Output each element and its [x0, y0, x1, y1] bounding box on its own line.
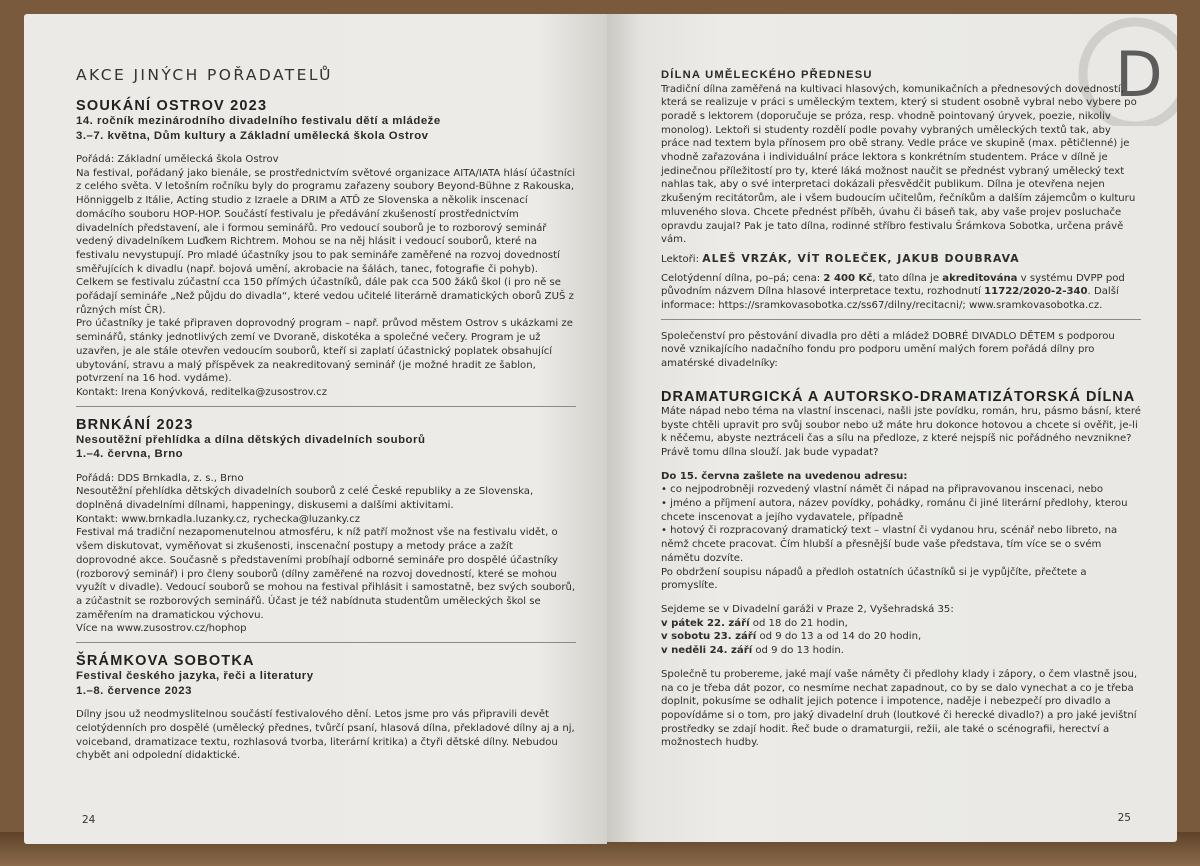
dramaturgicka-deadline: Do 15. června zašlete na uvedenou adresu:: [661, 470, 908, 482]
ostrov-subtitle-2: 3.–7. května, Dům kultury a Základní umělecká škola Ostrov: [76, 129, 429, 142]
schedule-day-2: v sobotu 23. září od 9 do 13 a od 14 do 20 hodin,: [661, 631, 922, 643]
sramkova-article: [76, 653, 576, 763]
brnkani-contact: Kontakt: www.brnkadla.luzanky.cz, rychecka@luzanky.cz: [76, 513, 361, 525]
sramkova-body: Dílny jsou už neodmyslitelnou součástí festivalového dění. Letos jsme pro vás připravili devět celotýdenních pro dospělé (umělecký přednes, tvůrčí psaní, hlasová dílna, překladové dílny aj a nj, voiceband, dramatizace textu, rozhlasová tvorba, literární kritika) a čtyři dětské dílny. Nebudou chybět ani odpolední didaktické.: [76, 709, 575, 762]
brnkani-more: Více na www.zusostrov.cz/hophop: [76, 623, 247, 635]
dramaturgicka-venue: Sejdeme se v Divadelní garáži v Praze 2, Vyšehradská 35:: [661, 604, 954, 615]
sramkova-title: ŠRÁMKOVA SOBOTKA: [76, 653, 255, 670]
brnkani-description: Nesoutěžní přehlídka dětských divadelních souborů z celé České republiky a ze Slovenska, doplněná divadelními dílnami, happeningy, diskusemi a dalšími aktivitami.: [76, 486, 534, 512]
dramaturgicka-after: Po obdržení soupisu nápadů a předloh ostatních účastníků si je vypůjčíte, přečtete a promyslíte.: [661, 566, 1087, 592]
divider: [661, 319, 1141, 320]
list-item: • jméno a příjmení autora, název povídky, pohádky, románu či jiné literární předlohy, kterou chcete inscenovat a jejího vydavatele, případně: [661, 498, 1128, 523]
ostrov-contact: Kontakt: Irena Konývková, reditelka@zusostrov.cz: [76, 386, 327, 398]
left-page: [24, 14, 607, 844]
ostrov-body: Na festival, pořádaný jako bienále, se prostřednictvím světové organizace AITA/IATA hlásí účastníci z celého světa. V letošním ročníku byly do programu zařazeny soubory Beyond-Bühne z Rakouska, Hönniggelb z Itálie, Acting studio z Izraele a DRIM a ATĎ ze Slovenska a několik inscenací domácího souboru HOP-HOP. Součástí festivalu je předávání zkušeností prostřednictvím divadelních představení, ale i formou seminářů. Pro vedoucí souborů je to rozborový seminář vedený divadelníkem Luďkem Richtrem. Mohou se na něj hlásit i vedoucí souborů, které na festivalu nevystupují. Pro mladé účastníky jsou to pak semináře zaměřené na rozvoj dovedností směřujících k divadlu (např. bojová umění, akrobacie na šálách, tanec, fotografie či pohyb). Celkem se festivalu zúčastní cca 150 přímých účastníků, dále pak cca 500 žáků škol (i pro ně se pořádají semináře „Než půjdu do divadla“, které vedou učitelé literárně dramatických oborů ZUŠ z různých míst ČR).: [76, 167, 576, 316]
section-heading: AKCE JINÝCH POŘADATELŮ: [76, 66, 333, 84]
divider: [76, 642, 576, 643]
logo-letter: D: [1115, 38, 1163, 111]
ostrov-organizer: Pořádá: Základní umělecká škola Ostrov: [76, 154, 279, 165]
brnkani-subtitle-2: 1.–4. června, Brno: [76, 448, 184, 461]
dilna-title: DÍLNA UMĚLECKÉHO PŘEDNESU: [661, 69, 873, 81]
brnkani-organizer: Pořádá: DDS Brnkadla, z. s., Brno: [76, 472, 244, 484]
ostrov-title: SOUKÁNÍ OSTROV 2023: [76, 98, 268, 114]
dilna-decision-number: 11722/2020-2-340: [984, 286, 1088, 298]
left-page-content: [76, 66, 576, 763]
dramaturgicka-body: Společně tu probereme, jaké mají vaše náměty či předlohy klady i zápory, o čem vlastně jsou, na co je třeba dát pozor, co nesmíme nechat zapadnout, co by se dalo vynechat a co je třeba doplnit, pokusíme se odhalit jejich potence i impotence, naděje i nebezpečí pro divadlo a popovídáme si o tom, pro jaký divadelní druh (loutkové či herecké divadlo?) a pro jaké jevištní prostředky se zdají hodit. Řeč bude o dramaturgii, režii, ale také o scénografii, herectví a možnostech hudby.: [661, 668, 1138, 749]
page-number: 25: [1117, 812, 1131, 824]
ostrov-article: [76, 98, 576, 400]
brnkani-article: [76, 417, 576, 636]
spolecenstvi-intro: Společenství pro pěstování divadla pro děti a mládež DOBRÉ DIVADLO DĚTEM s podporou nově vznikajícího nadačního fondu pro podporu umění malých forem pořádá dílny pro amatérské divadelníky:: [661, 330, 1115, 370]
divider: [76, 406, 576, 407]
brnkani-body: Festival má tradiční nezapomenutelnou atmosféru, k níž patří možnost vše na festivalu vidět, o všem diskutovat, vyměňovat si zkušenosti, inscenační postupy a metody práce a zažít doprovodné akce. Současně s představeními probíhají odborné semináře pro dospělé účastníky (rozborový seminář) i pro členy souborů (dílny zaměřené na rozvoj dovedností, které se mohou využít v divadle). Vedoucí souborů se mohou na festival přihlásit i samostatně, bez svých souborů, a zúčastnit se rozborových seminářů. Účast je též nabídnuta studentům uměleckých škol se zaměřením na dramatickou výchovu.: [76, 527, 576, 621]
list-item: • hotový či rozpracovaný dramatický text – vlastní či vydanou hru, scénář nebo libreto, na němž chcete pracovat. Čím hlubší a přesnější bude vaše představa, tím více se o svém námětu dozvíte.: [661, 525, 1118, 564]
right-page: [607, 14, 1177, 842]
dilna-body: Tradiční dílna zaměřená na kultivaci hlasových, komunikačních a přednesových dovedností, která se realizuje v práci s uměleckým textem, který si student osobně vybral nebo vybere po poradě s lektorem (doporučuje se próza, resp. vhodně pointovaný úryvek, poezie, nikoliv monolog). Lektoři si studenty rozdělí podle povahy vybraných uměleckých textů tak, aby práce nad textem byla přínosem pro obě strany. Vedle práce ve skupině (max. pětičlenné) je vhodně zařazována i individuální práce lektora s konkrétním studentem. Práce v dílně je jedinečnou příležitostí pro ty, které láká možnost naučit se přednést vybraný umělecký text nahlas tak, aby o své interpretaci dokázali přesvědčit publikum. Dílna je otevřena nejen zkušeným recitátorům, ale i všem budoucím učitelům, řečníkům a dalším zájemcům o kulturu mluveného slova. Chcete přednést příběh, úvahu či báseň tak, aby vaše projev posluchače opravdu zaujal? Pak je tato dílna, rodinné stříbro festivalu Šrámkova Sobotka, určena právě vám.: [661, 83, 1137, 246]
schedule-day-1: v pátek 22. září od 18 do 21 hodin,: [661, 617, 848, 629]
sramkova-subtitle-2: 1.–8. července 2023: [76, 684, 192, 697]
lecturers-label: Lektoři:: [661, 253, 699, 265]
brnkani-title: BRNKÁNÍ 2023: [76, 416, 194, 433]
page-number: 24: [82, 814, 96, 826]
dilna-price: 2 400 Kč: [823, 272, 873, 284]
dramaturgicka-intro: Máte nápad nebo téma na vlastní inscenaci, našli jste povídku, román, hru, pásmo básní, které byste chtěli upravit pro svůj soubor nebo už máte hru dokonce hotovou a chcete si ověřit, je-li k něčemu, abyste neztráceli čas a sílu na předloze, z které nejspíš nic pořádného nevznikne? Právě tomu dílna slouží. Jak bude vypadat?: [661, 405, 1142, 458]
brnkani-subtitle-1: Nesoutěžní přehlídka a dílna dětských divadelních souborů: [76, 433, 426, 446]
lecturers-names: ALEŠ VRZÁK, VÍT ROLEČEK, JAKUB DOUBRAVA: [702, 251, 1020, 265]
dilna-info: Celotýdenní dílna, po–pá; cena: 2 400 Kč, tato dílna je akreditována v systému DVPP pod původním názvem Dílna hlasové interpretace textu, rozhodnutí 11722/2020-2-340. Další informace: https://sramkovasobotka.cz/ss67/dilny/recitacni/; www.sramkovasobotka.cz.: [661, 272, 1125, 312]
schedule-day-3: v neděli 24. září od 9 do 13 hodin.: [661, 645, 845, 657]
dramaturgicka-title: DRAMATURGICKÁ A AUTORSKO-DRAMATIZÁTORSKÁ DÍLNA: [661, 388, 1136, 405]
dramaturgicka-article: [661, 389, 1141, 750]
ostrov-program: Pro účastníky je také připraven doprovodný program – např. průvod městem Ostrov s ukázkami ze seminářů, stánky jednotlivých zemí ve Dvoraně, diskotéka a společné večery. Program je už uzavřen, je ale stále otevřen vedoucím souborů, kteří si zaplatí účastnický poplatek obsahující ubytování, stravu a malý příspěvek za neakreditovaný seminář (je možné hradit ze šablon, potvrzení na 16 hod. vydáme).: [76, 318, 573, 385]
dilna-article: [661, 68, 1141, 313]
right-page-content: [661, 68, 1141, 750]
dilna-accredited: akreditována: [942, 272, 1018, 284]
list-item: • co nejpodrobněji rozvedený vlastní námět či nápad na připravovanou inscenaci, nebo: [661, 484, 1104, 496]
dilna-lecturers: [661, 252, 1141, 267]
ostrov-subtitle-1: 14. ročník mezinárodního divadelního festivalu dětí a mládeže: [76, 115, 441, 127]
sramkova-subtitle-1: Festival českého jazyka, řeči a literatury: [76, 670, 314, 683]
